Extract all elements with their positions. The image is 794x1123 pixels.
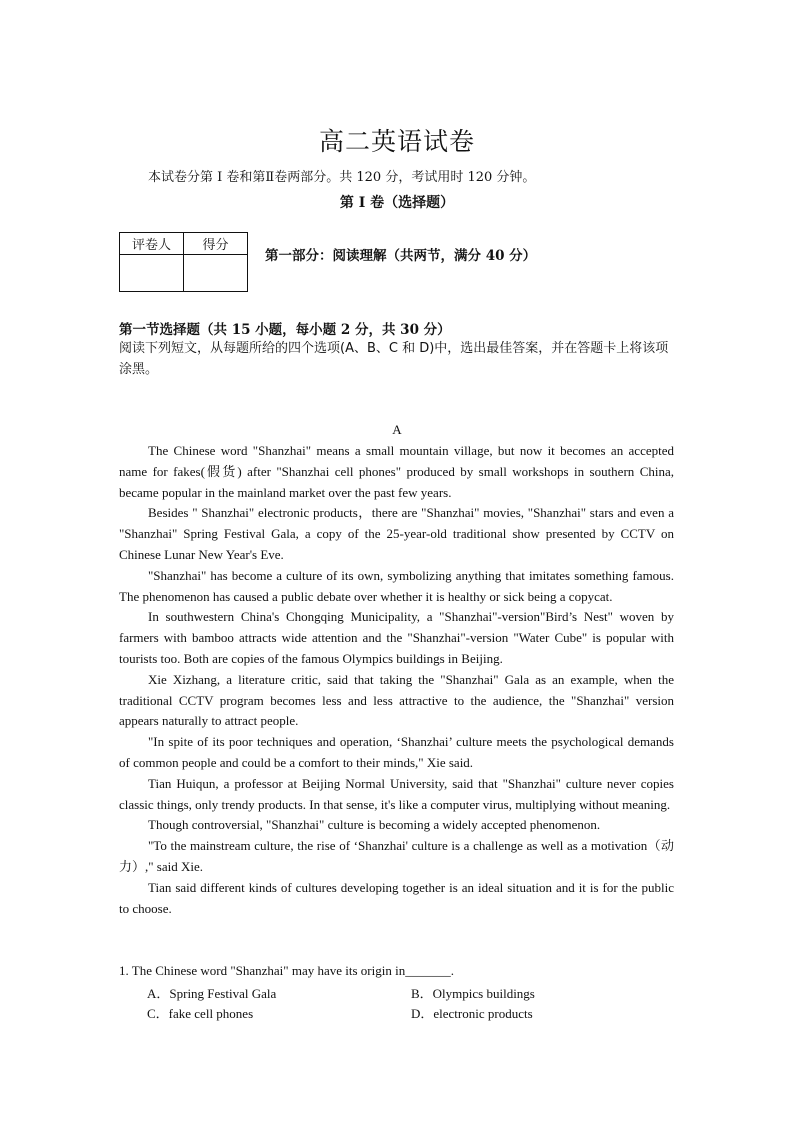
passage-paragraph: "To the mainstream culture, the rise of ‘Shanzhai' culture is a challenge as well as a motivation（动力）," said Xie. <box>119 838 674 874</box>
option-d: D．electronic products <box>411 1005 533 1021</box>
section-one-heading: 第一节选择题（共 15 小题，每小题 2 分，共 30 分） <box>119 322 451 338</box>
option-c: C．fake cell phones <box>147 1005 254 1021</box>
passage-a <box>119 441 674 919</box>
passage-paragraph: The Chinese word "Shanzhai" means a small mountain village, but now it becomes an accepted name for fakes(假货) after "Shanzhai cell phones" produced by small workshops in southern China, became popular in the mainland market over the past few years. <box>119 443 674 500</box>
exam-intro: 本试卷分第 I 卷和第Ⅱ卷两部分。共 120 分，考试用时 120 分钟。 <box>148 170 536 185</box>
section-instruction: 阅读下列短文，从每题所给的四个选项(A、B、C 和 D)中，选出最佳答案，并在答题卡上将该项涂黑。 <box>119 341 669 377</box>
question-1-stem: 1. The Chinese word "Shanzhai" may have its origin in_______. <box>119 963 454 978</box>
question-1 <box>119 961 678 1024</box>
passage-paragraph: In southwestern China's Chongqing Municipality, a "Shanzhai"-version"Bird’s Nest" woven by farmers with bamboo attracts wide attention and the "Shanzhai"-version "Water Cube" is popular with tourists too. Both are copies of the famous Olympics buildings in Beijing. <box>119 609 674 666</box>
volume-title: 第 I 卷（选择题） <box>339 195 455 211</box>
question-1-options <box>133 984 678 1024</box>
passage-paragraph: Xie Xizhang, a literature critic, said that taking the "Shanzhai" Gala as an example, when the traditional CCTV program becomes less and less attractive to the audience, the "Shanzhai" version appears naturally to attract people. <box>119 671 674 729</box>
score-cell <box>184 255 248 292</box>
option-a: A．Spring Festival Gala <box>147 985 277 1001</box>
passage-paragraph: Tian Huiqun, a professor at Beijing Normal University, said that "Shanzhai" culture never copies classic things, only trendy products. In that sense, it's like a computer virus, multiplying without meaning. <box>119 775 674 812</box>
passage-paragraph: "Shanzhai" has become a culture of its own, symbolizing anything that imitates something famous. The phenomenon has caused a public debate over whether it is healthy or sick being a copycat. <box>119 567 674 604</box>
passage-paragraph: Though controversial, "Shanzhai" culture is becoming a widely accepted phenomenon. <box>148 817 601 833</box>
passage-paragraph: Besides " Shanzhai" electronic products，there are "Shanzhai" movies, "Shanzhai" stars and even a "Shanzhai" Spring Festival Gala, a copy of the 25-year-old traditional show presented by CCTV on Chinese Lunar New Year's Eve. <box>119 505 674 562</box>
grader-score-table <box>119 232 248 292</box>
part-one-heading: 第一部分：阅读理解（共两节，满分 40 分） <box>265 248 537 264</box>
passage-paragraph: Tian said different kinds of cultures developing together is an ideal situation and it is for the public to choose. <box>119 879 674 916</box>
grader-header: 评卷人 <box>120 233 184 255</box>
score-header: 得分 <box>184 233 248 255</box>
passage-paragraph: "In spite of its poor techniques and operation, ‘Shanzhai’ culture meets the psychological demands of common people and could be a comfort to their minds," Xie said. <box>119 734 674 770</box>
exam-title: 高二英语试卷 <box>318 127 475 156</box>
passage-label: A <box>392 422 402 437</box>
grader-cell <box>120 255 184 292</box>
option-b: B．Olympics buildings <box>411 985 535 1001</box>
